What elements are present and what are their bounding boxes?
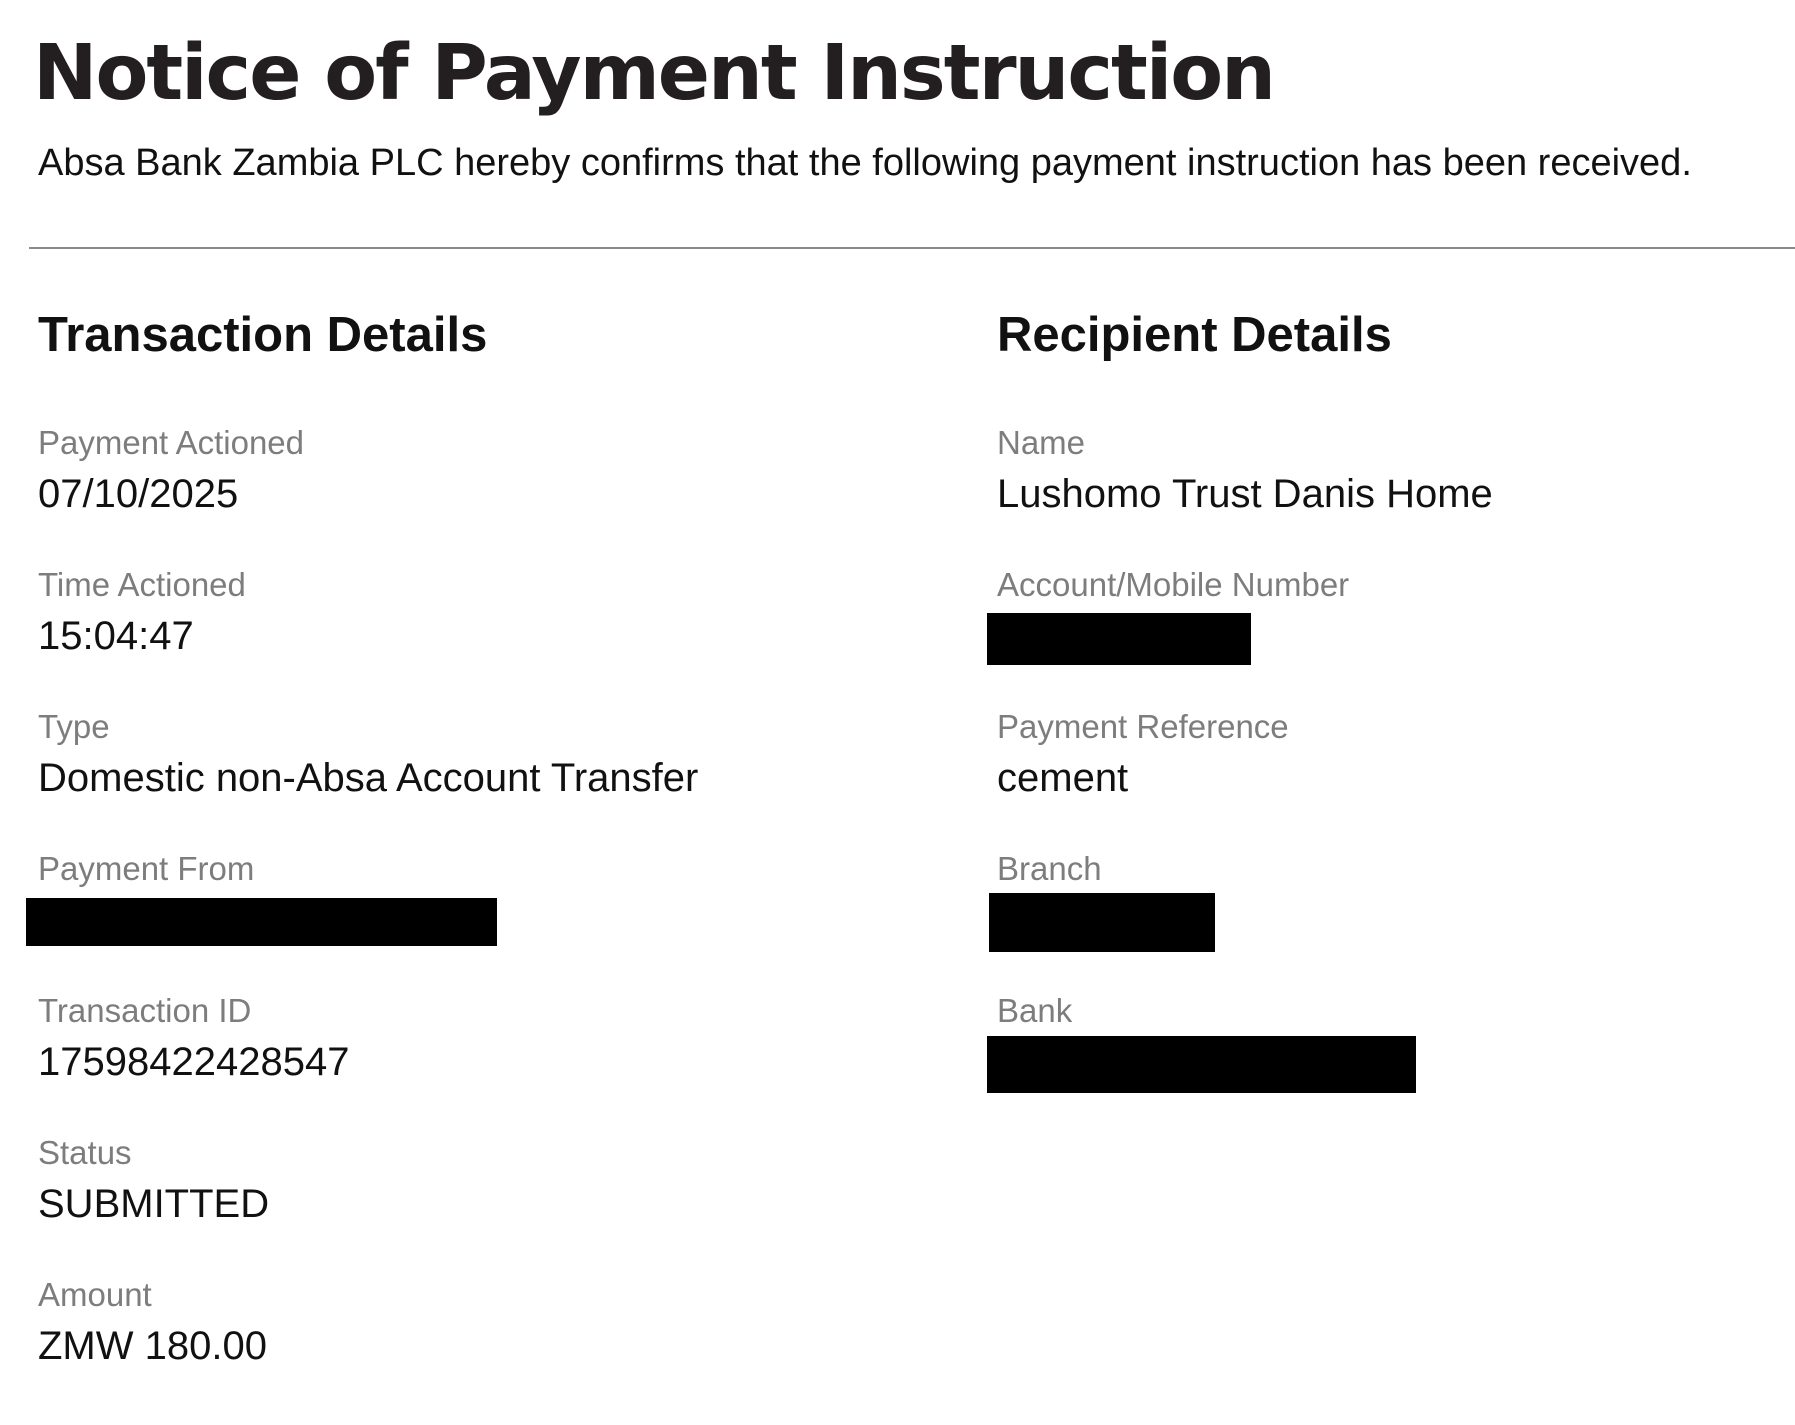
payment-reference-label: Payment Reference <box>997 708 1289 745</box>
payment-actioned-value: 07/10/2025 <box>38 472 239 516</box>
bank-label: Bank <box>997 992 1073 1029</box>
type-value: Domestic non-Absa Account Transfer <box>38 756 699 800</box>
recipient-name-label: Name <box>997 424 1086 461</box>
recipient-name-value: Lushomo Trust Danis Home <box>997 472 1493 516</box>
payment-from-label: Payment From <box>38 850 255 887</box>
transaction-id-value: 17598422428547 <box>38 1040 350 1084</box>
branch-label: Branch <box>997 850 1102 887</box>
branch-redacted <box>989 893 1215 952</box>
document-title: Notice of Payment Instruction <box>33 29 1274 118</box>
bank-redacted <box>987 1036 1416 1093</box>
type-label: Type <box>38 708 110 745</box>
payment-actioned-label: Payment Actioned <box>38 424 304 461</box>
time-actioned-label: Time Actioned <box>38 566 246 603</box>
amount-label: Amount <box>38 1276 152 1313</box>
transaction-id-label: Transaction ID <box>38 992 252 1029</box>
account-number-redacted <box>987 613 1251 665</box>
payment-from-redacted <box>26 898 497 946</box>
account-number-label: Account/Mobile Number <box>997 566 1350 603</box>
status-value: SUBMITTED <box>38 1182 270 1226</box>
amount-value: ZMW 180.00 <box>38 1324 267 1368</box>
header-divider <box>29 247 1795 249</box>
time-actioned-value: 15:04:47 <box>38 614 194 658</box>
status-label: Status <box>38 1134 132 1171</box>
recipient-details-heading: Recipient Details <box>997 308 1392 362</box>
payment-reference-value: cement <box>997 756 1129 800</box>
transaction-details-heading: Transaction Details <box>38 308 488 362</box>
confirmation-text: Absa Bank Zambia PLC hereby confirms that the following payment instruction has been received. <box>38 142 1692 184</box>
